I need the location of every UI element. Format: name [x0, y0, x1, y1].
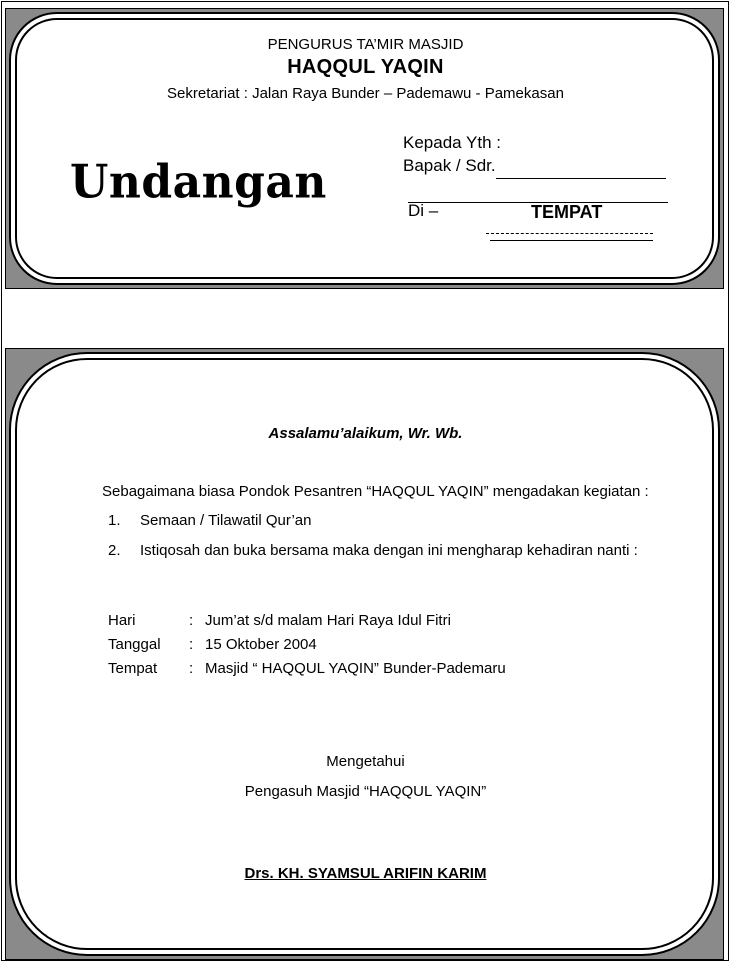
recipient-label: Bapak / Sdr.: [403, 156, 496, 175]
greeting: Assalamu’alaikum, Wr. Wb.: [268, 425, 463, 442]
invitation-title: Undangan: [70, 155, 327, 210]
detail-value-day: Jum’at s/d malam Hari Raya Idul Fitri: [205, 612, 451, 629]
acknowledged-label: Mengetahui: [326, 753, 405, 770]
detail-label-day: Hari: [108, 612, 136, 629]
detail-colon: :: [189, 612, 194, 629]
letter-inner-border: [15, 358, 714, 950]
caretaker-title: Pengasuh Masjid “HAQQUL YAQIN”: [244, 783, 487, 800]
secretariat-address: Sekretariat : Jalan Raya Bunder – Pademawu - Pamekasan: [167, 85, 564, 102]
detail-colon: :: [189, 660, 194, 677]
mosque-name: HAQQUL YAQIN: [287, 56, 444, 78]
organization-label: PENGURUS TA’MIR MASJID: [267, 36, 464, 53]
activity-number: 1.: [108, 512, 121, 529]
invitation-cover-card: [5, 8, 724, 289]
detail-label-date: Tanggal: [108, 636, 161, 653]
location-placeholder: TEMPAT: [531, 202, 603, 222]
recipient-name-line: [496, 178, 666, 179]
intro-paragraph: Sebagaimana biasa Pondok Pesantren “HAQQUL YAQIN” mengadakan kegiatan :: [102, 483, 649, 500]
detail-label-place: Tempat: [108, 660, 158, 677]
activity-text: Semaan / Tilawatil Qur’an: [140, 512, 312, 529]
invitation-letter-card: [5, 348, 724, 960]
activity-number: 2.: [108, 542, 121, 559]
detail-value-place: Masjid “ HAQQUL YAQIN” Bunder-Pademaru: [205, 660, 506, 677]
location-prefix: Di –: [408, 201, 439, 220]
to-label: Kepada Yth :: [403, 133, 501, 152]
detail-value-date: 15 Oktober 2004: [205, 636, 317, 653]
location-underline: [490, 240, 653, 241]
signer-name: Drs. KH. SYAMSUL ARIFIN KARIM: [244, 865, 487, 882]
location-dashed-line: [486, 233, 653, 234]
detail-colon: :: [189, 636, 194, 653]
activity-text: Istiqosah dan buka bersama maka dengan ini mengharap kehadiran nanti :: [140, 542, 638, 559]
